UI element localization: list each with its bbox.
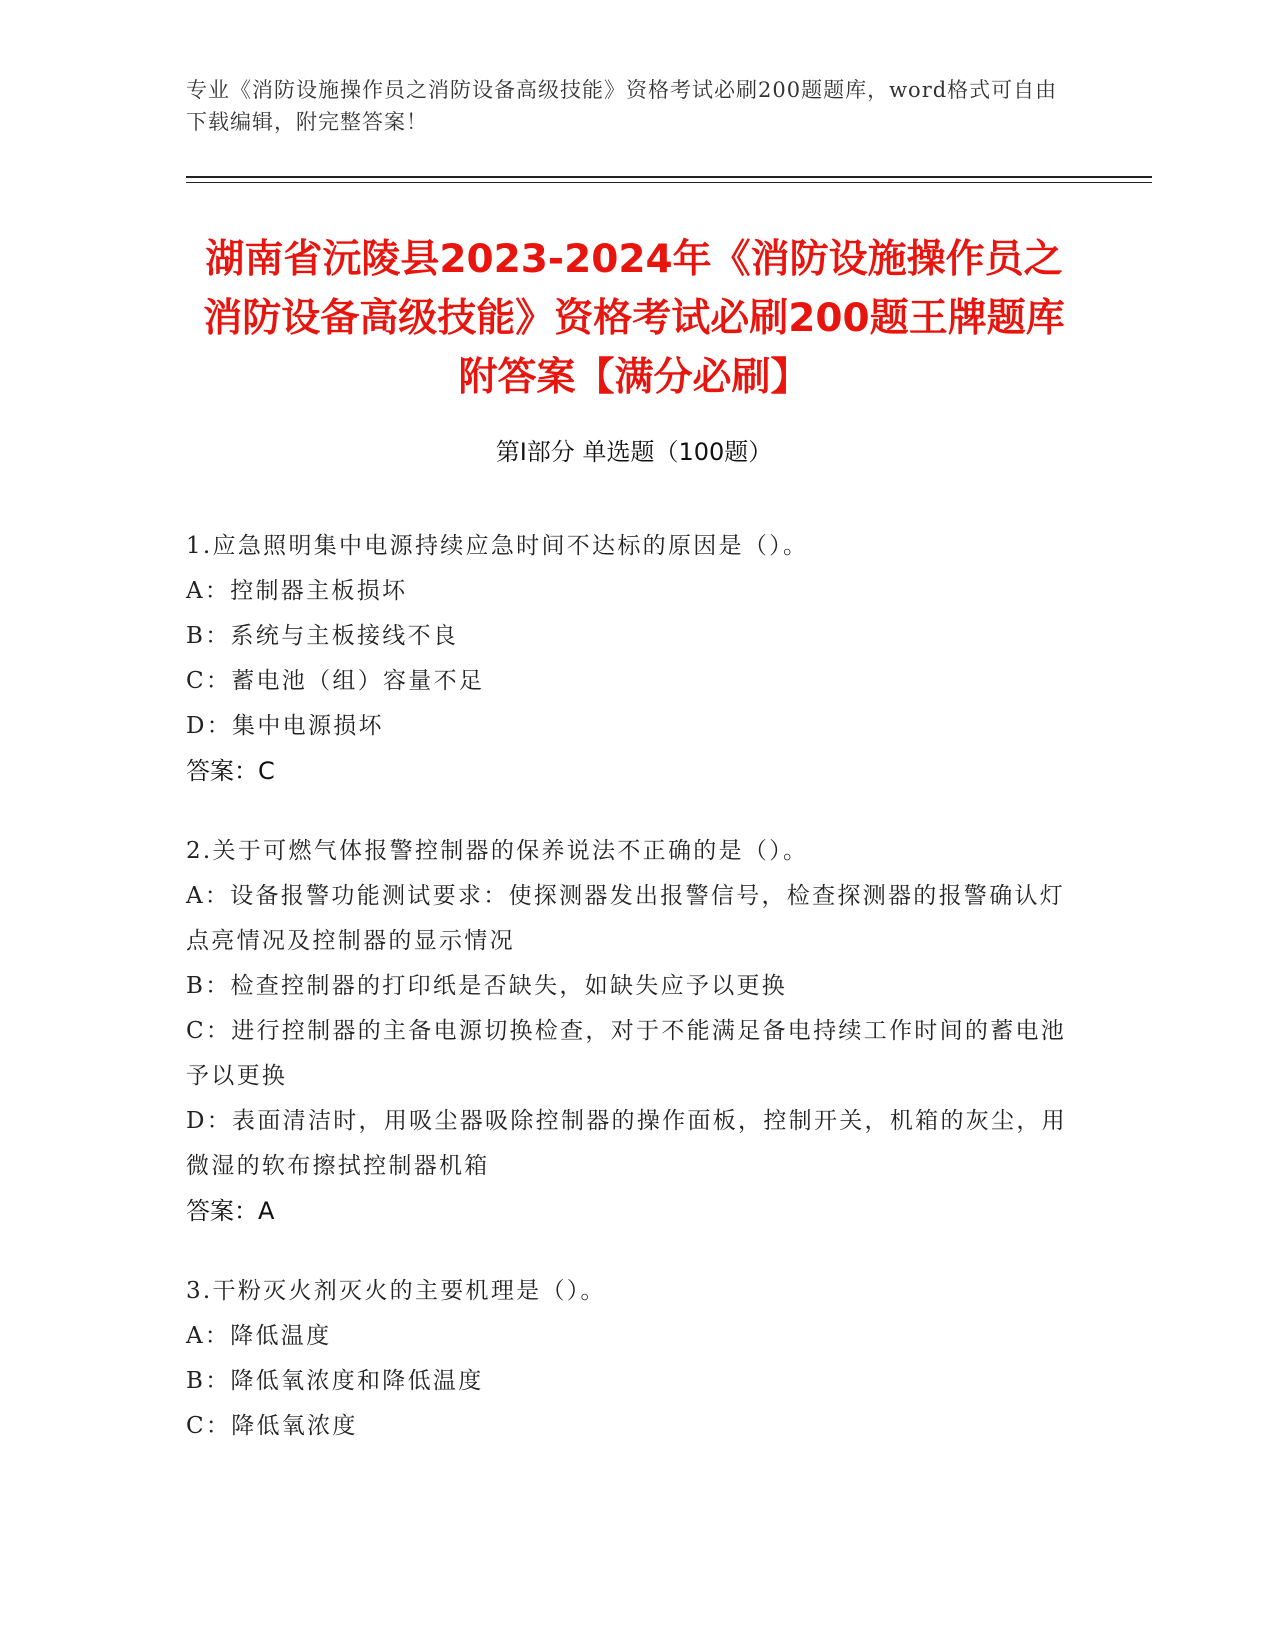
question-1 — [186, 524, 1076, 794]
header-note: 专业《消防设施操作员之消防设备高级技能》资格考试必刷200题题库，word格式可自由下载编辑，附完整答案！ — [186, 78, 1058, 134]
answer-label: 答案：A — [186, 1197, 275, 1225]
option-c: C：进行控制器的主备电源切换检查，对于不能满足备电持续工作时间的蓄电池予以更换 — [186, 1018, 1067, 1089]
question-stem: 3.干粉灭火剂灭火的主要机理是（）。 — [186, 1278, 606, 1304]
option-c: C：蓄电池（组）容量不足 — [186, 668, 485, 694]
option-b: B：降低氧浓度和降低温度 — [186, 1368, 484, 1394]
header-divider-thick — [186, 176, 1152, 178]
header-divider-thin — [186, 182, 1152, 183]
question-2 — [186, 829, 1076, 1234]
option-c: C：降低氧浓度 — [186, 1413, 358, 1439]
question-3 — [186, 1269, 1076, 1449]
question-list — [186, 524, 1076, 1484]
document-title: 湖南省沅陵县2023-2024年《消防设施操作员之消防设备高级技能》资格考试必刷200题王牌题库附答案【满分必刷】 — [203, 237, 1065, 400]
answer-label: 答案：C — [186, 757, 275, 785]
option-b: B：检查控制器的打印纸是否缺失，如缺失应予以更换 — [186, 973, 788, 999]
option-a: A：控制器主板损坏 — [186, 578, 408, 604]
option-d: D：表面清洁时，用吸尘器吸除控制器的操作面板，控制开关，机箱的灰尘，用微湿的软布擦拭控制器机箱 — [186, 1108, 1067, 1179]
option-a: A：设备报警功能测试要求：使探测器发出报警信号，检查探测器的报警确认灯点亮情况及控制器的显示情况 — [186, 883, 1066, 954]
option-d: D：集中电源损坏 — [186, 713, 384, 739]
option-b: B：系统与主板接线不良 — [186, 623, 459, 649]
question-stem: 2.关于可燃气体报警控制器的保养说法不正确的是（）。 — [186, 838, 809, 864]
option-a: A：降低温度 — [186, 1323, 332, 1349]
question-stem: 1.应急照明集中电源持续应急时间不达标的原因是（）。 — [186, 533, 809, 559]
section-title: 第Ⅰ部分 单选题（100题） — [495, 438, 773, 466]
